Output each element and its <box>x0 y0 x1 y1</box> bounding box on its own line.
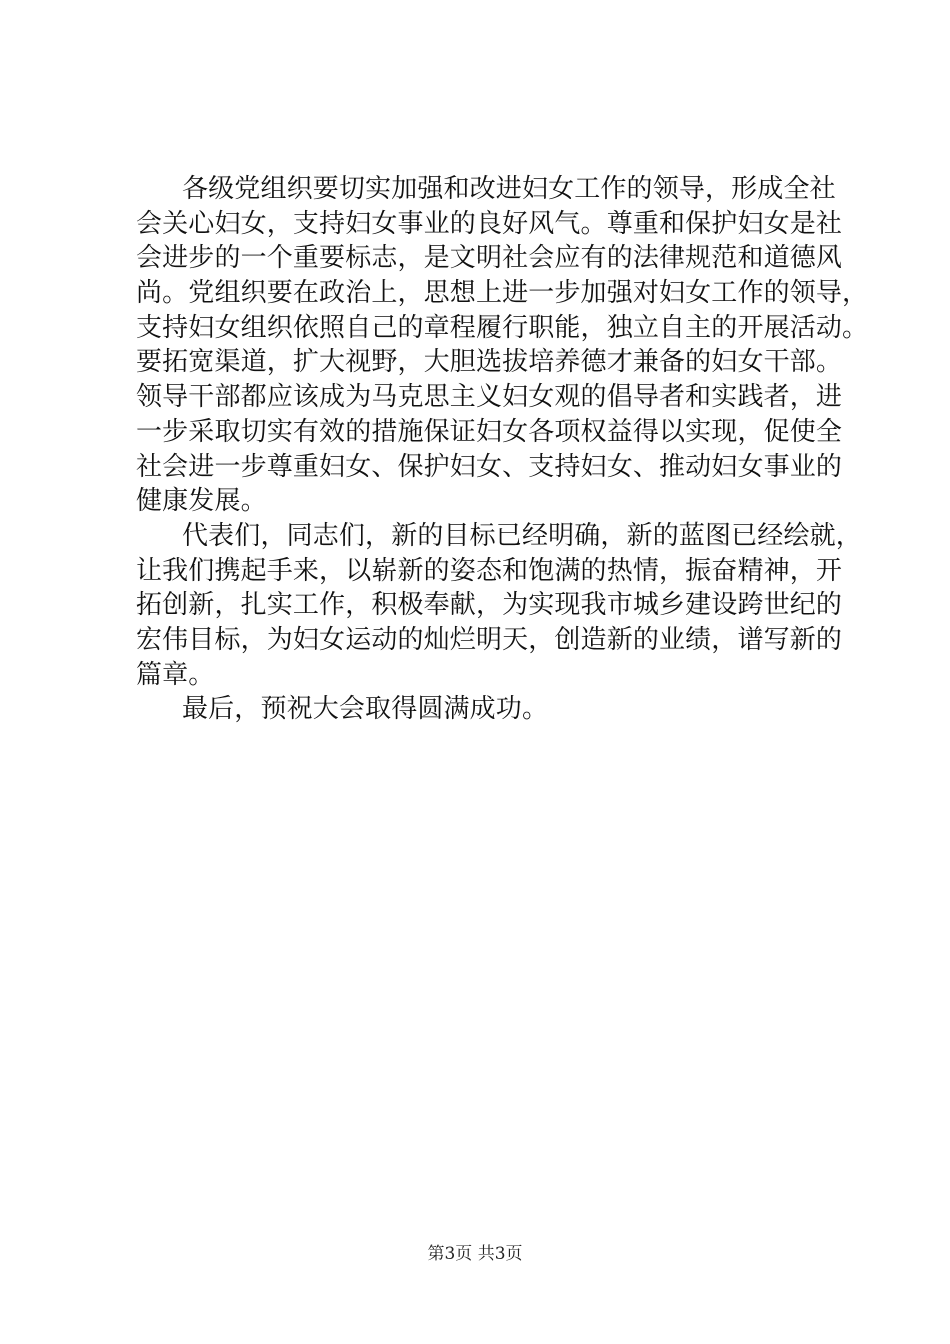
text-line: 会关心妇女，支持妇女事业的良好风气。尊重和保护妇女是社 <box>136 208 843 239</box>
text-line: 会进步的一个重要标志，是文明社会应有的法律规范和道德风 <box>136 243 843 274</box>
text-line: 支持妇女组织依照自己的章程履行职能，独立自主的开展活动。 <box>136 312 869 343</box>
page-number-label: 第3页 共3页 <box>427 1244 523 1264</box>
text-line: 各级党组织要切实加强和改进妇女工作的领导，形成全社 <box>182 174 836 204</box>
page-footer <box>0 1242 950 1266</box>
text-line: 社会进一步尊重妇女、保护妇女、支持妇女、推动妇女事业的 <box>136 451 843 482</box>
body-text <box>136 172 869 727</box>
text-line: 拓创新，扎实工作，积极奉献，为实现我市城乡建设跨世纪的 <box>136 590 843 621</box>
text-line: 一步采取切实有效的措施保证妇女各项权益得以实现，促使全 <box>136 416 843 447</box>
text-line: 宏伟目标，为妇女运动的灿烂明天，创造新的业绩，谱写新的 <box>136 624 843 655</box>
text-line: 代表们，同志们，新的目标已经明确，新的蓝图已经绘就， <box>182 520 862 551</box>
text-line: 让我们携起手来，以崭新的姿态和饱满的热情，振奋精神，开 <box>136 555 843 586</box>
text-line: 尚。党组织要在政治上，思想上进一步加强对妇女工作的领导， <box>136 278 869 309</box>
text-line: 篇章。 <box>136 659 215 690</box>
text-line: 领导干部都应该成为马克思主义妇女观的倡导者和实践者，进 <box>136 382 843 413</box>
text-line: 要拓宽渠道，扩大视野，大胆选拔培养德才兼备的妇女干部。 <box>136 347 843 378</box>
text-line: 健康发展。 <box>136 486 267 517</box>
text-line: 最后，预祝大会取得圆满成功。 <box>182 694 549 725</box>
